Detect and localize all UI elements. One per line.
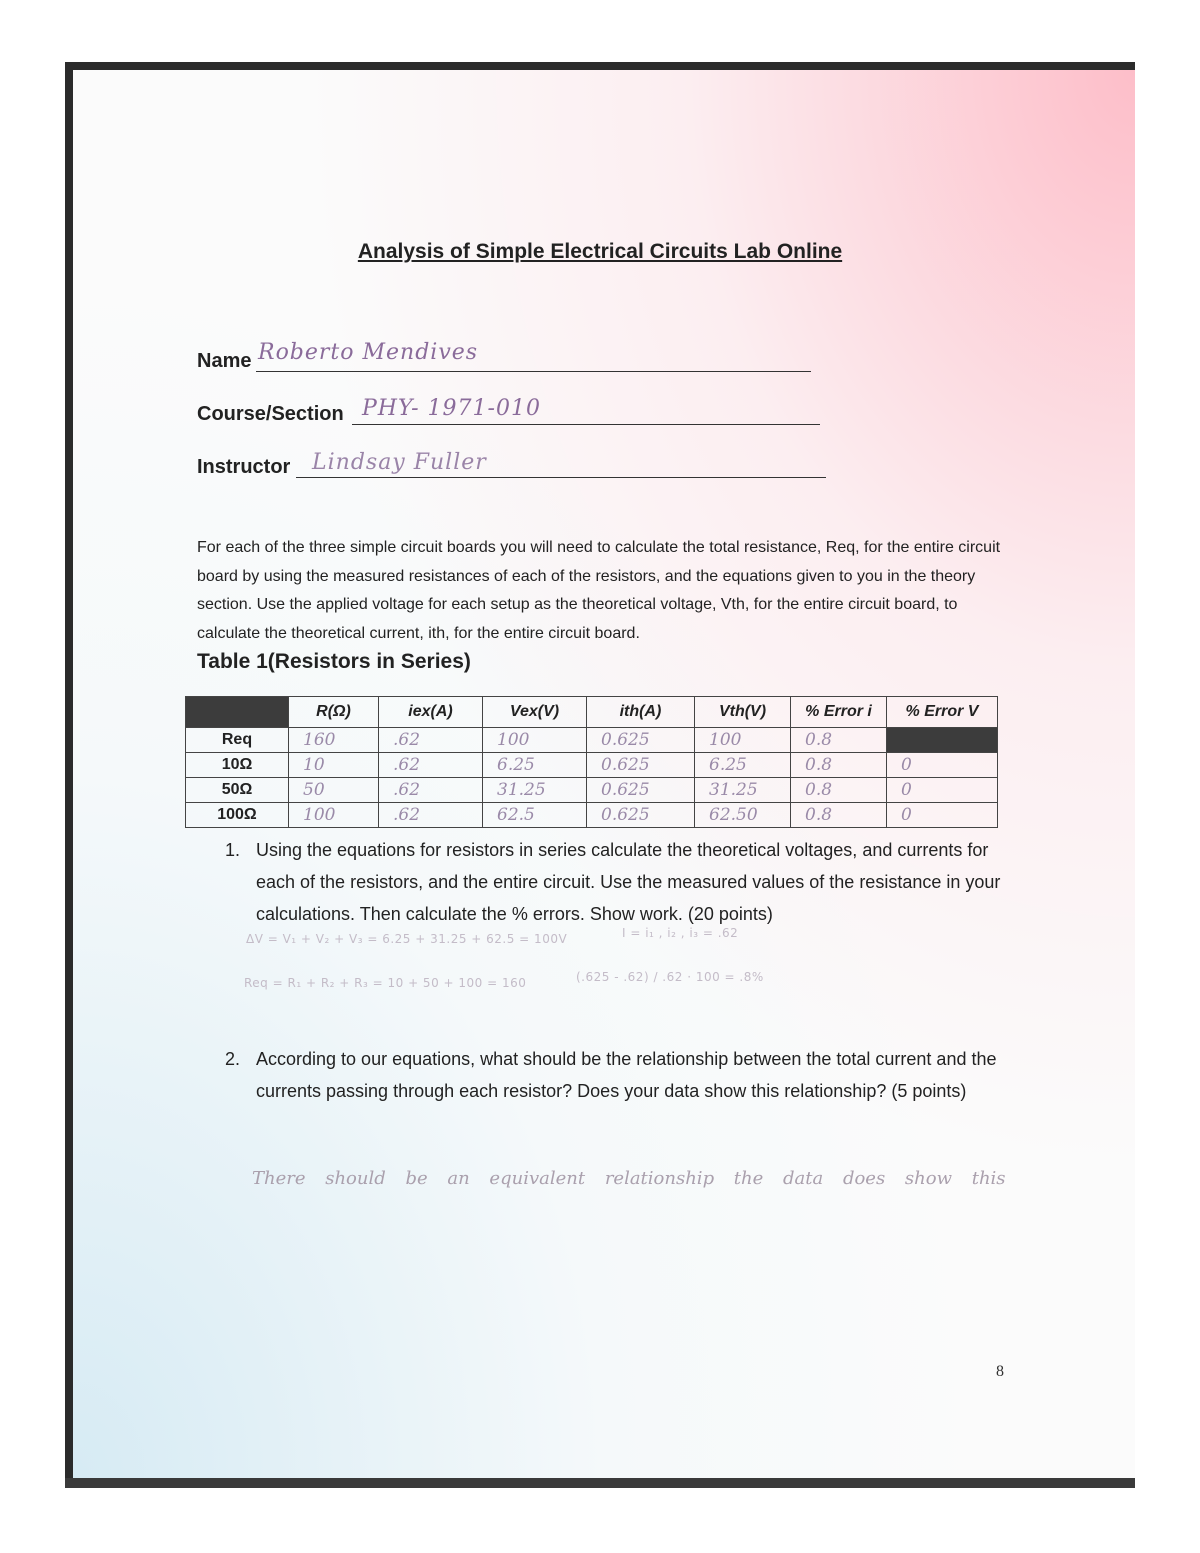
table-cell: 0.625 [587,803,695,828]
table-cell [887,728,998,753]
table-cell: 62.50 [695,803,791,828]
row-label: 50Ω [186,778,289,803]
scan-border-top [65,62,1135,70]
table-cell: 31.25 [695,778,791,803]
course-underline [352,424,820,425]
table-cell: 50 [289,778,379,803]
table-row [186,753,998,778]
name-value: Roberto Mendives [258,340,479,365]
table-cell: 100 [289,803,379,828]
table-cell: 0.625 [587,778,695,803]
table-cell: 6.25 [483,753,587,778]
work-line: ΔV = V₁ + V₂ + V₃ = 6.25 + 31.25 + 62.5 = 100V [246,932,568,946]
document-title: Analysis of Simple Electrical Circuits Lab Online [357,240,843,263]
table-row [186,778,998,803]
table-cell: 0.8 [791,753,887,778]
table-header-row [186,697,998,728]
table-cell: .62 [379,778,483,803]
table-cell: 0.8 [791,778,887,803]
question-number: 2. [225,1049,241,1069]
table-cell: 62.5 [483,803,587,828]
scan-border-left [65,62,73,1488]
work-line: Req = R₁ + R₂ + R₃ = 10 + 50 + 100 = 160 [244,976,527,990]
table-cell: 31.25 [483,778,587,803]
results-table [185,696,998,828]
header-cell: Vex(V) [483,697,587,728]
row-label: 10Ω [186,753,289,778]
question-text: According to our equations, what should be the relationship between the total current and the currents passing through each resistor? Does your data show this relationship? (5 points) [256,1049,997,1101]
header-cell: ith(A) [587,697,695,728]
instructor-value: Lindsay Fuller [312,450,487,475]
table-cell: 10 [289,753,379,778]
header-cell: iex(A) [379,697,483,728]
instructor-underline [296,477,826,478]
page-number: 8 [996,1363,1004,1380]
question-text: Using the equations for resistors in series calculate the theoretical voltages, and currents for each of the resistors, and the entire circuit. Use the measured values of the resistance in your calculations. Then calculate the % errors. Show work. (20 points) [256,840,1001,924]
header-cell: % Error V [887,697,998,728]
table-cell: 0.625 [587,753,695,778]
header-cell: Vth(V) [695,697,791,728]
table-cell: 0.625 [587,728,695,753]
table-row [186,803,998,828]
instructions-paragraph: For each of the three simple circuit boards you will need to calculate the total resistance, Req, for the entire circuit board by using the measured resistances of each of the resistors, and the equations given to you in the theory section. Use the applied voltage for each setup as the theoretical voltage, Vth, for the entire circuit board, to calculate the theoretical current, ith, for the entire circuit board. [197,539,1001,642]
table-cell: 0 [887,803,998,828]
course-label: Course/Section [197,403,344,425]
scan-border-bottom [65,1478,1135,1488]
table-cell: 0.8 [791,728,887,753]
name-label: Name [197,350,252,372]
table-cell: 160 [289,728,379,753]
table-row [186,728,998,753]
work-line: I = i₁ , i₂ , i₃ = .62 [622,926,739,940]
header-cell: % Error i [791,697,887,728]
table-cell: 100 [695,728,791,753]
row-label: 100Ω [186,803,289,828]
question-2-answer: There should be an equivalent relationship the data does show this [252,1168,1006,1189]
table-cell: .62 [379,753,483,778]
table-cell: 0.8 [791,803,887,828]
name-underline [256,371,811,372]
table-cell: 0 [887,753,998,778]
instructor-label: Instructor [197,456,291,478]
course-value: PHY- 1971-010 [362,396,541,421]
row-label: Req [186,728,289,753]
header-cell [186,697,289,728]
table-cell: 6.25 [695,753,791,778]
work-line: (.625 - .62) / .62 · 100 = .8% [576,970,764,984]
table-cell: 0 [887,778,998,803]
table-title: Table 1(Resistors in Series) [197,650,471,673]
table-cell: .62 [379,728,483,753]
table-cell: .62 [379,803,483,828]
table-cell: 100 [483,728,587,753]
question-number: 1. [225,840,241,860]
header-cell: R(Ω) [289,697,379,728]
